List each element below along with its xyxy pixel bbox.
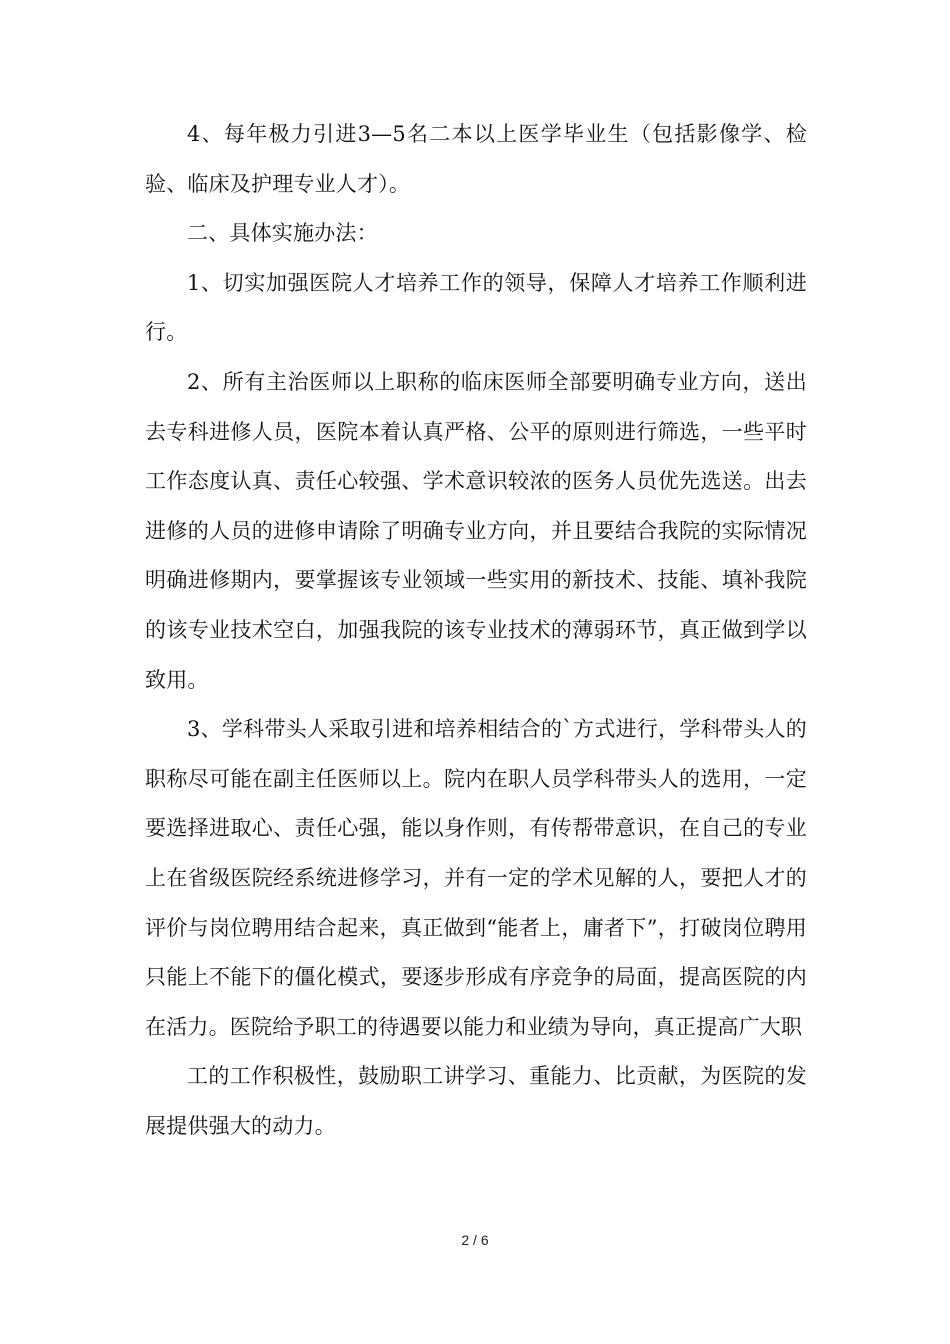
paragraph-4: 2、所有主治医师以上职称的临床医师全部要明确专业方向，送出去专科进修人员，医院本着认真严格、公平的原则进行筛选，一些平时工作态度认真、责任心较强、学术意识较浓的医务人员优先选送。出去进修的人员的进修申请除了明确专业方向，并且要结合我院的实际情况明确进修期内，要掌握该专业领域一些实用的新技术、技能、填补我院的该专业技术空白，加强我院的该专业技术的薄弱环节，真正做到学以致用。 [145, 369, 807, 692]
paragraph-2: 二、具体实施办法： [187, 221, 378, 246]
paragraph-3: 1、切实加强医院人才培养工作的领导，保障人才培养工作顺利进行。 [145, 270, 807, 345]
paragraph-6: 工的工作积极性，鼓励职工讲学习、重能力、比贡献，为医院的发展提供强大的动力。 [145, 1064, 807, 1138]
paragraph-1: 4、每年极力引进3—5名二本以上医学毕业生（包括影像学、检验、临床及护理专业人才）。 [145, 122, 807, 196]
document-body [145, 110, 807, 1151]
paragraph-5: 3、学科带头人采取引进和培养相结合的`方式进行，学科带头人的职称尽可能在副主任医师以上。院内在职人员学科带头人的选用，一定要选择进取心、责任心强，能以身作则，有传帮带意识，在自己的专业上在省级医院经系统进修学习，并有一定的学术见解的人，要把人才的评价与岗位聘用结合起来，真正做到“能者上，庸者下”，打破岗位聘用只能上不能下的僵化模式，要逐步形成有序竞争的局面，提高医院的内在活力。医院给予职工的待遇要以能力和业绩为导向，真正提高广大职 [145, 717, 807, 1039]
page-number: 2 / 6 [461, 1232, 489, 1248]
